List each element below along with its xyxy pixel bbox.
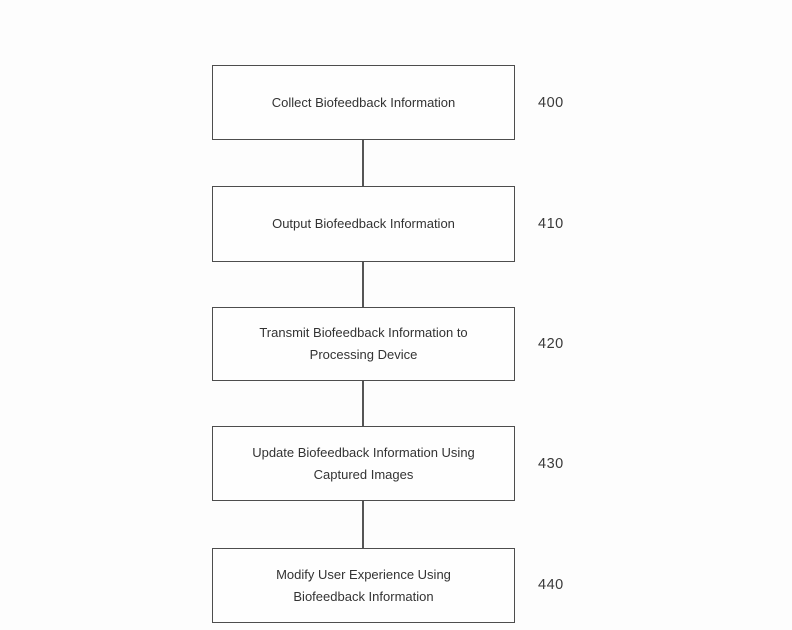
reference-number-410: 410: [538, 216, 564, 232]
connector-line: [362, 381, 364, 426]
flow-step-box-modify: [212, 548, 515, 623]
reference-number-400: 400: [538, 95, 564, 111]
flow-step-label: Modify User Experience Using Biofeedback Information: [276, 566, 451, 604]
flow-step-box-output: [212, 186, 515, 262]
connector-line: [362, 501, 364, 548]
flow-step-label: Collect Biofeedback Information: [271, 94, 456, 110]
connector-line: [362, 262, 364, 307]
flow-step-box-update: [212, 426, 515, 501]
reference-number-430: 430: [538, 456, 564, 472]
reference-number-420: 420: [538, 336, 564, 352]
connector-line: [362, 140, 364, 186]
flow-step-label: Output Biofeedback Information: [272, 216, 455, 231]
flow-step-box-transmit: [212, 307, 515, 381]
reference-number-440: 440: [538, 577, 564, 593]
flow-step-label: Transmit Biofeedback Information to Processing Device: [259, 325, 468, 362]
flow-step-box-collect: [212, 65, 515, 140]
flow-step-label: Update Biofeedback Information Using Captured Images: [252, 444, 475, 482]
